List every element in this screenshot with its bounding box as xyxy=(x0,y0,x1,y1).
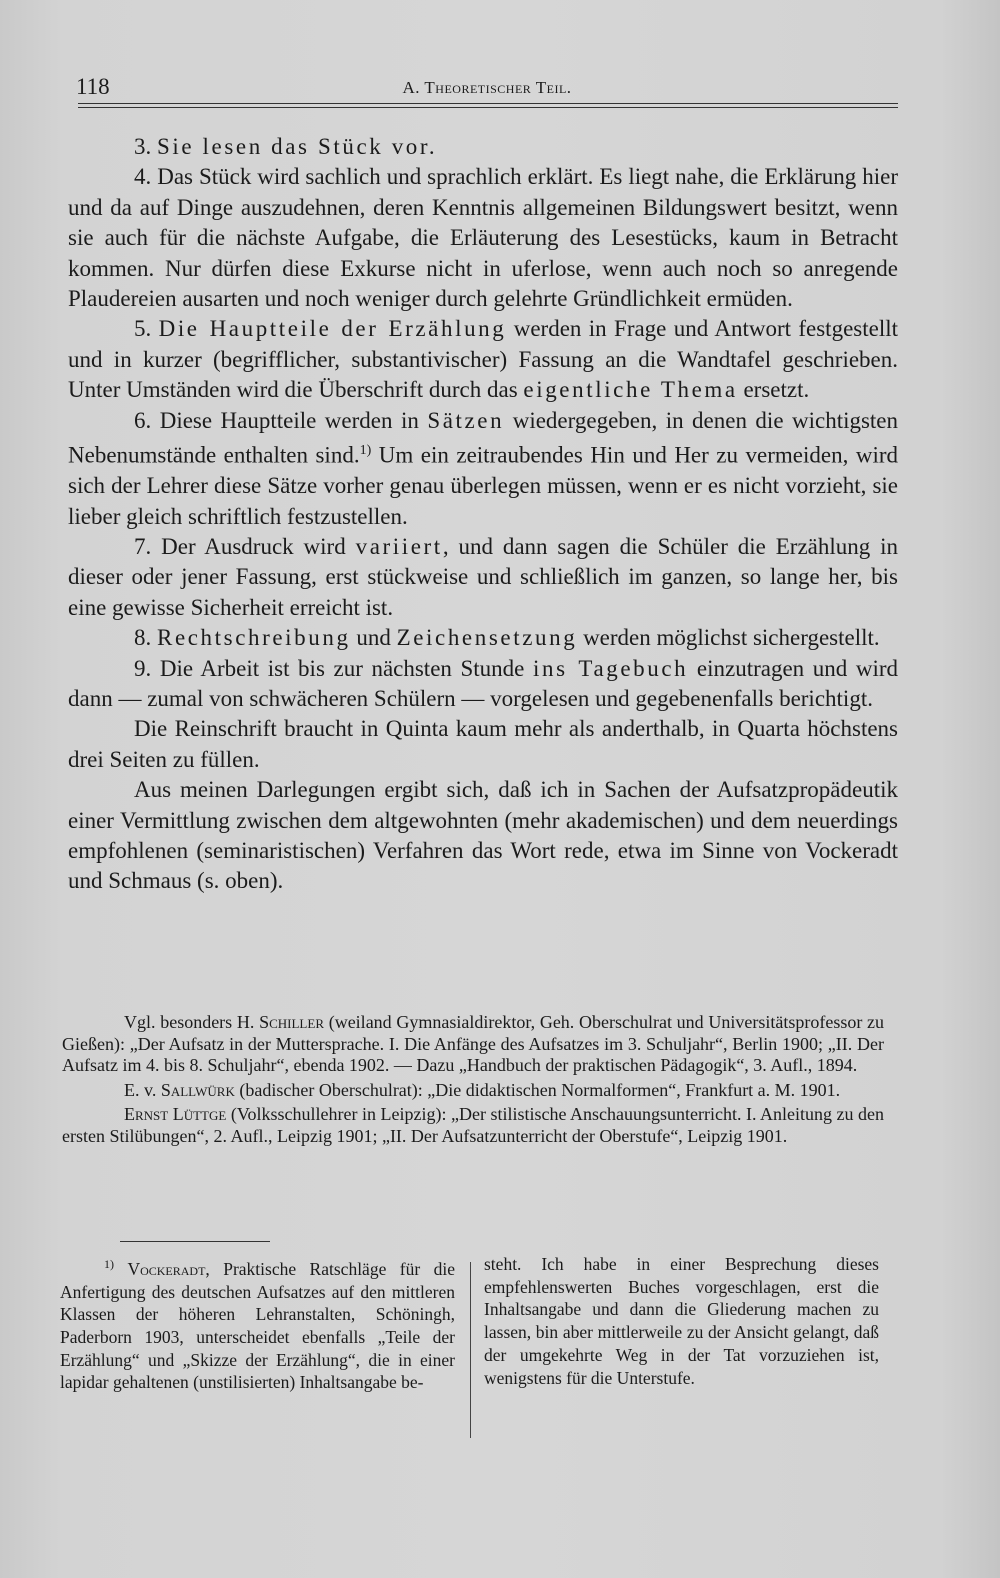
paragraph-step-7: 7. Der Ausdruck wird variiert, und dann sagen die Schüler die Erzählung in dieser oder jener Fassung, erst stückweise und schließlich im ganzen, so lange her, bis eine gewisse Sicherheit erreicht ist. xyxy=(68,533,899,620)
footnote-mark: 1) xyxy=(104,1257,114,1271)
header-rule-second xyxy=(78,107,898,108)
paragraph-step-6: 6. Diese Hauptteile werden in Sätzen wiedergegeben, in denen die wichtigsten Nebenumstände enthalten sind.$^{1)}$ Um ein zeitraubendes Hin und Her zu vermeiden, wird sich der Lehrer diese Sätze vorher genau überlegen müssen, wenn er es nicht vorzieht, sie lieber gleich schriftlich festzustellen. xyxy=(68,407,899,529)
paragraph-step-9: 9. Die Arbeit ist bis zur nächsten Stunde ins Tagebuch einzutragen und wird dann — zumal von schwächeren Schülern — vorgelesen und gegebenenfalls berichtigt. xyxy=(68,655,899,711)
reference-schiller: Vgl. besonders H. Schiller (weiland Gymnasialdirektor, Geh. Oberschulrat und Universitätsprofessor zu Gießen): „Der Aufsatz in der Muttersprache. I. Die Anfänge des Aufsatzes im 3. Schuljahr“, Berlin 1900; „II. Der Aufsatz im 4. bis 8. Schuljahr“, ebenda 1902. — Dazu „Handbuch der praktischen Pädagogik“, 3. Aufl., 1894. xyxy=(62,1012,885,1075)
references-block xyxy=(62,1012,884,1150)
footnote-text-right: steht. Ich habe in einer Besprechung dieses empfehlenswerten Buches vorgeschlagen, erst die Inhaltsangabe und dann die Gliederung machen zu lassen, bin aber mittlerweile zu der Ansicht gelangt, daß der umgekehrte Weg in der Tat vorzuziehen ist, wenigstens für die Unterstufe. xyxy=(484,1254,879,1388)
paragraph-step-5: 5. Die Hauptteile der Erzählung werden in Frage und Antwort festgestellt und in kurzer (begrifflicher, substantivischer) Fassung an die Wandtafel geschrieben. Unter Umständen wird die Überschrift durch das eigentliche Thema ersetzt. xyxy=(68,316,898,403)
paragraph-reinschrift: Die Reinschrift braucht in Quinta kaum mehr als anderthalb, in Quarta höchstens drei Seiten zu füllen. xyxy=(68,716,898,772)
reference-luettge: Ernst Lüttge (Volksschullehrer in Leipzig): „Der stilistische Anschauungsunterricht. I. Anleitung zu den ersten Stilübungen“, 2. Aufl., Leipzig 1901; „II. Der Aufsatzunterricht der Oberstufe“, Leipzig 1901. xyxy=(62,1104,884,1146)
paragraph-step-8: 8. Rechtschreibung und Zeichensetzung werden möglichst sichergestellt. xyxy=(134,625,880,651)
footnote-text-left: $^{1)}$ Vockeradt, Praktische Ratschläge für die Anfertigung des deutschen Aufsatzes auf den mittleren Klassen der höheren Lehranstalten, Schöningh, Paderborn 1903, unterscheidet ebenfalls „Teile der Erzählung“ und „Skizze der Erzählung“, die in einer lapidar gehaltenen (unstilisierten) Inhaltsangabe be- xyxy=(60,1257,455,1393)
page-header xyxy=(76,70,898,102)
footnote-column-divider xyxy=(470,1262,471,1438)
running-head: A. Theoretischer Teil. xyxy=(402,78,572,97)
header-rule xyxy=(78,103,898,104)
paragraph-step-4: 4. Das Stück wird sachlich und sprachlich erklärt. Es liegt nahe, die Erklärung hier und da auf Dinge auszudehnen, deren Kenntnis allgemeinen Bildungswert besitzt, wenn sie auch für die nächste Aufgabe, die Erläuterung des Lesestücks, kaum in Betracht kommen. Nur dürfen diese Exkurse nicht in uferlose, wenn auch noch so anregende Plaudereien ausarten und noch weniger durch gelehrte Gründlichkeit ermüden. xyxy=(68,164,899,312)
footnote-right-column xyxy=(484,1253,879,1389)
footnote-reference: 1) xyxy=(359,443,372,459)
footnote-rule xyxy=(120,1241,270,1242)
footnote-left-column xyxy=(60,1253,455,1394)
page-number: 118 xyxy=(76,74,110,99)
footnote-author: Vockeradt xyxy=(127,1258,206,1279)
reference-sallwuerk: E. v. Sallwürk (badischer Oberschulrat): „Die didaktischen Normalformen“, Frankfurt a. M. 1901. xyxy=(124,1079,841,1100)
paragraph-conclusion: Aus meinen Darlegungen ergibt sich, daß ich in Sachen der Aufsatzpropädeutik einer Vermittlung zwischen dem altgewohnten (mehr akademischen) und dem neuerdings empfohlenen (seminaristischen) Verfahren das Wort rede, etwa im Sinne von Vockeradt und Schmaus (s. oben). xyxy=(68,777,898,894)
main-text xyxy=(68,132,898,897)
paragraph-step-3: 3. Sie lesen das Stück vor. xyxy=(134,134,438,159)
